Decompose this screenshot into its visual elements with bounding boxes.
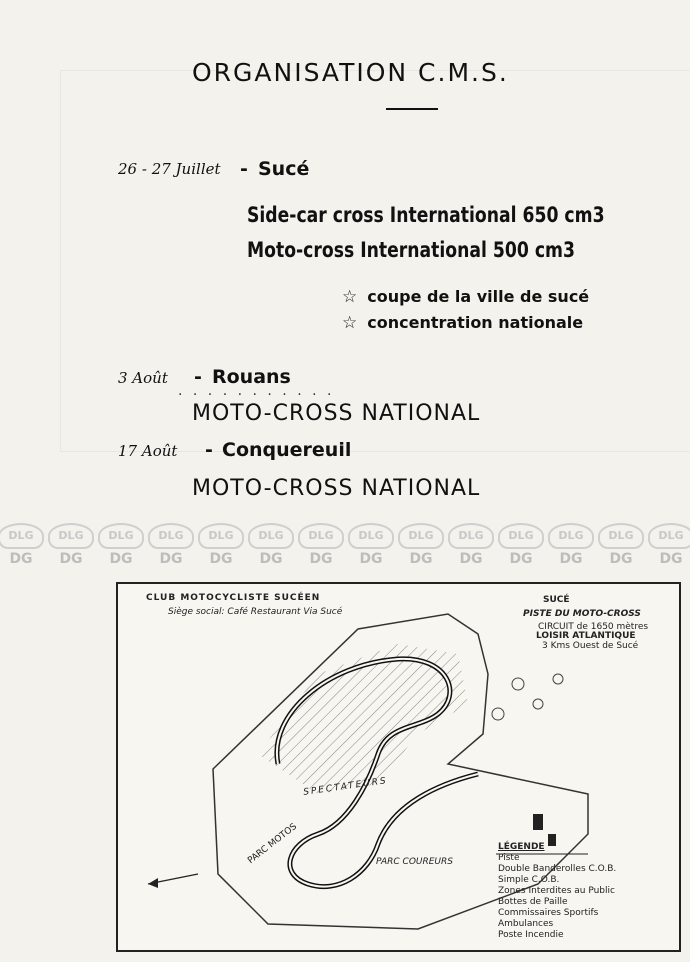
watermark-bottom: DG	[309, 551, 333, 567]
event-race: MOTO-CROSS NATIONAL	[192, 401, 481, 426]
event-race: Side-car cross International 650 cm3	[247, 203, 605, 227]
watermark-mark	[398, 523, 444, 567]
map-club-info: Siège social: Café Restaurant Via Sucé	[168, 607, 343, 617]
watermark-top: DLG	[248, 523, 294, 549]
watermark-mark	[198, 523, 244, 567]
map-town: SUCÉ	[543, 595, 570, 605]
watermark-bottom: DG	[259, 551, 283, 567]
watermark-top: DLG	[148, 523, 194, 549]
watermark-top: DLG	[98, 523, 144, 549]
watermark-mark	[448, 523, 494, 567]
watermark-top: DLG	[448, 523, 494, 549]
event-place: Rouans	[212, 366, 291, 388]
star-icon: ☆	[342, 287, 358, 307]
map-legend-item: Commissaires Sportifs	[498, 908, 599, 918]
watermark-bottom: DG	[159, 551, 183, 567]
watermark-bottom: DG	[509, 551, 533, 567]
map-legend-item: Zones Interdites au Public	[498, 886, 615, 896]
map-paddock: PARC MOTOS	[246, 821, 299, 867]
watermark-top: DLG	[48, 523, 94, 549]
watermark-mark	[298, 523, 344, 567]
watermark-mark	[348, 523, 394, 567]
map-distance: 3 Kms Ouest de Sucé	[542, 641, 639, 651]
dotted-leader: . . . . . . . . . . .	[178, 383, 335, 399]
map-legend	[498, 842, 616, 941]
event-date: 26 - 27 Juillet	[118, 160, 221, 178]
watermark-mark	[48, 523, 94, 567]
page-title: ORGANISATION C.M.S.	[192, 58, 509, 87]
watermark-mark	[0, 523, 44, 567]
watermark-top: DLG	[548, 523, 594, 549]
map-legend-item: Simple C.O.B.	[498, 875, 560, 885]
watermark-bottom: DG	[659, 551, 683, 567]
event-extra: ☆ concentration nationale	[342, 313, 584, 333]
watermark-top: DLG	[398, 523, 444, 549]
map-legend-item: Poste Incendie	[498, 930, 564, 940]
watermark-row	[0, 523, 690, 573]
watermark-mark	[148, 523, 194, 567]
watermark-bottom: DG	[9, 551, 33, 567]
map-legend-item: Piste	[498, 853, 520, 863]
event-place: Conquereuil	[222, 439, 352, 461]
track-map	[116, 582, 681, 952]
event-date: 17 Août	[118, 442, 178, 460]
event-race: Moto-cross International 500 cm3	[247, 238, 575, 262]
watermark-bottom: DG	[609, 551, 633, 567]
watermark-top: DLG	[0, 523, 44, 549]
watermark-bottom: DG	[459, 551, 483, 567]
watermark-top: DLG	[348, 523, 394, 549]
event-separator: -	[194, 366, 202, 388]
map-leisure: LOISIR ATLANTIQUE	[536, 631, 636, 641]
map-parking: PARC COUREURS	[376, 857, 453, 867]
watermark-bottom: DG	[59, 551, 83, 567]
map-club-name: CLUB MOTOCYCLISTE SUCÉEN	[146, 593, 321, 603]
watermark-top: DLG	[498, 523, 544, 549]
watermark-bottom: DG	[409, 551, 433, 567]
watermark-bottom: DG	[109, 551, 133, 567]
event-separator: -	[240, 158, 248, 180]
watermark-mark	[548, 523, 594, 567]
map-legend-item: Bottes de Paille	[498, 897, 568, 907]
event-separator: -	[205, 439, 213, 461]
watermark-mark	[248, 523, 294, 567]
star-icon: ☆	[342, 313, 358, 333]
map-spectators: SPECTATEURS	[302, 776, 389, 798]
watermark-top: DLG	[648, 523, 690, 549]
event-date: 3 Août	[118, 369, 168, 387]
watermark-top: DLG	[198, 523, 244, 549]
watermark-top: DLG	[598, 523, 644, 549]
watermark-mark	[498, 523, 544, 567]
title-underline	[386, 108, 438, 110]
watermark-bottom: DG	[559, 551, 583, 567]
event-extra: ☆ coupe de la ville de sucé	[342, 287, 590, 307]
watermark-top: DLG	[298, 523, 344, 549]
map-circuit: CIRCUIT de 1650 mètres	[538, 622, 649, 632]
event-race: MOTO-CROSS NATIONAL	[192, 476, 481, 501]
map-legend-title: LÉGENDE	[498, 842, 545, 852]
watermark-bottom: DG	[209, 551, 233, 567]
watermark-bottom: DG	[359, 551, 383, 567]
map-legend-item: Double Banderolles C.O.B.	[498, 864, 617, 874]
watermark-mark	[648, 523, 690, 567]
watermark-mark	[98, 523, 144, 567]
event-place: Sucé	[258, 158, 310, 180]
map-legend-item: Ambulances	[498, 919, 554, 929]
watermark-mark	[598, 523, 644, 567]
map-track-name: PISTE DU MOTO-CROSS	[523, 609, 641, 619]
